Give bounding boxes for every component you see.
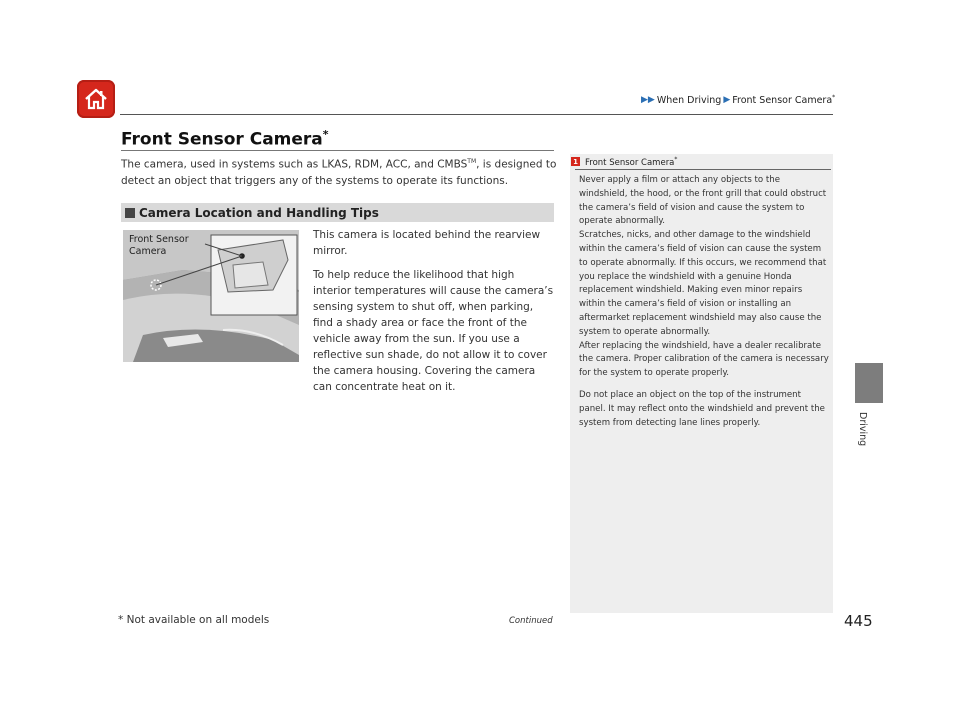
- header-rule: [120, 114, 833, 115]
- breadcrumb-arrow-icon: ▶: [723, 95, 731, 106]
- breadcrumb-arrow-icon: ▶▶: [641, 95, 655, 106]
- callout-line-1: Front Sensor: [129, 234, 189, 245]
- note-body: [579, 174, 829, 430]
- callout-line-2: Camera: [129, 246, 167, 257]
- note-paragraph: After replacing the windshield, have a dealer recalibrate the camera. Proper calibration of the camera is necessary for the system to operate properly.: [579, 340, 829, 379]
- note-paragraph: Do not place an object on the top of the instrument panel. It may reflect onto the windshield and prevent the system from detecting lane lines properly.: [579, 389, 825, 428]
- note-icon: 1: [571, 157, 580, 166]
- note-header: [571, 156, 677, 168]
- continued-label: Continued: [509, 616, 553, 626]
- subsection-body: [313, 227, 555, 395]
- note-title: Front Sensor Camera*: [585, 156, 678, 168]
- breadcrumb: [641, 94, 835, 106]
- page-number: 445: [844, 612, 873, 630]
- square-bullet-icon: [125, 208, 135, 218]
- note-paragraph: Scratches, nicks, and other damage to the windshield within the camera’s field of vision can cause the system to operate abnormally. If this occurs, we recommend that you replace the windshield with a genuine Honda replacement windshield. Making even minor repairs within the camera’s field of vision or installing an aftermarket replacement windshield may also cause the system to operate abnormally.: [579, 230, 827, 337]
- body-paragraph: This camera is located behind the rearview mirror.: [313, 229, 541, 257]
- footnote: * Not available on all models: [118, 614, 270, 626]
- note-rule: [575, 169, 831, 170]
- title-rule: [121, 150, 554, 151]
- home-icon: [82, 85, 110, 113]
- subsection-title: Camera Location and Handling Tips: [139, 205, 379, 220]
- breadcrumb-front-sensor-camera[interactable]: Front Sensor Camera*: [732, 94, 836, 107]
- breadcrumb-when-driving[interactable]: When Driving: [656, 94, 722, 106]
- chapter-tab-label: Driving: [857, 412, 868, 447]
- figure-callout: [129, 234, 189, 258]
- intro-paragraph: The camera, used in systems such as LKAS, RDM, ACC, and CMBS™, is designed to detect an object that triggers any of the systems to operate its functions.: [121, 158, 557, 187]
- home-icon-button[interactable]: [77, 80, 115, 118]
- page-title: Front Sensor Camera*: [121, 128, 329, 150]
- chapter-tab[interactable]: [855, 363, 883, 403]
- note-paragraph: Never apply a film or attach any objects to the windshield, the hood, or the front grill that could obstruct the camera’s field of vision and cause the system to operate abnormally.: [579, 175, 827, 227]
- body-paragraph: To help reduce the likelihood that high interior temperatures will cause the camera’s sensing system to shut off, when parking, find a shady area or face the front of the vehicle away from the sun. If you use a reflective sun shade, do not allow it to cover the camera housing. Covering the camera can concentrate heat on it.: [313, 269, 554, 393]
- subsection-header: [121, 203, 554, 222]
